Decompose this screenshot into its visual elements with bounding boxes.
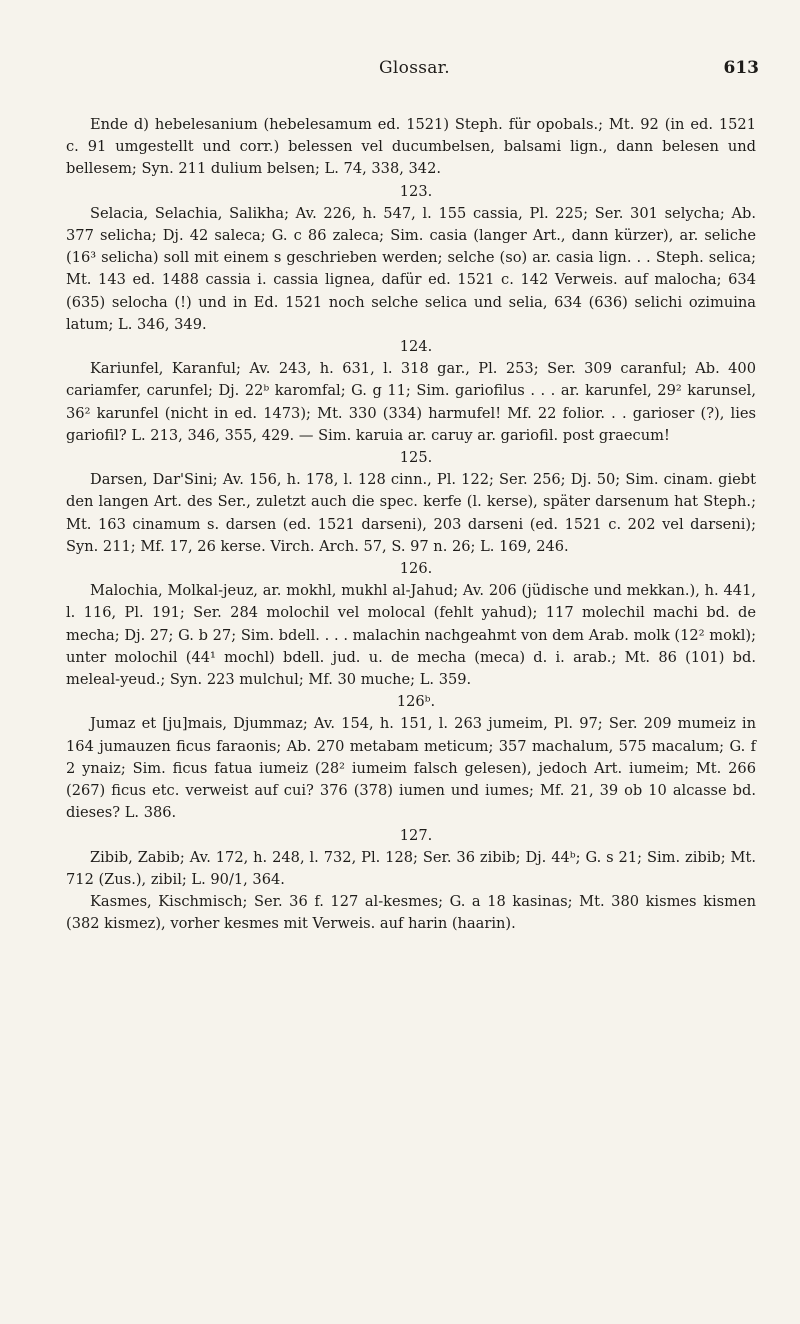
glossary-entry: [66, 203, 756, 336]
glossary-entry: [66, 469, 756, 558]
page-number: 613: [723, 58, 759, 78]
glossary-entry: [66, 358, 756, 447]
glossary-entry: [66, 713, 756, 824]
page-header: [70, 58, 759, 88]
entry-text: Ende d) hebelesanium (hebelesamum ed. 1521) Steph. für opobals.; Mt. 92 (in ed. 1521 c. 91 umgestellt und corr.) belessen vel ducumbelsen, balsami lign., dann belesen und bellesem; Syn. 211 dulium belsen; L. 74, 338, 342.: [66, 116, 756, 178]
entry-text: Selacia, Selachia, Salikha; Av. 226, h. 547, l. 155 cassia, Pl. 225; Ser. 301 selycha; Ab. 377 selicha; Dj. 42 saleca; G. c 86 zaleca; Sim. casia (langer Art., dann kürzer), ar. seliche (16³ selicha) soll mit einem s geschrieben werden; selche (so) ar. casia lign. . . Steph. selica; Mt. 143 ed. 1488 cassia i. cassia lignea, dafür ed. 1521 c. 142 Verweis. auf malocha; 634 (635) selocha (!) und in Ed. 1521 noch selche selica und selia, 634 (636) selichi ozimuina latum; L. 346, 349.: [66, 204, 756, 333]
section-number: 126ᵇ.: [396, 693, 436, 711]
entry-text: Kariunfel, Karanful; Av. 243, h. 631, l. 318 gar., Pl. 253; Ser. 309 caranful; Ab. 400 cariamfer, carunfel; Dj. 22ᵇ karomfal; G. g 11; Sim. gariofilus . . . ar. karunfel, 29² karunsel, 36² karunfel (nicht in ed. 1473); Mt. 330 (334) harmufel! Mf. 22 folior. . . garioser (?), lies gariofil? L. 213, 346, 355, 429. — Sim. karuia ar. caruy ar. gariofil. post graecum!: [66, 360, 756, 444]
section-number: 127.: [399, 826, 433, 844]
glossary-entry: [66, 114, 756, 181]
section-number: 125.: [399, 449, 433, 467]
entry-text: Jumaz et [ju]mais, Djummaz; Av. 154, h. 151, l. 263 jumeim, Pl. 97; Ser. 209 mumeiz in 164 jumauzen ficus faraonis; Ab. 270 metabam meticum; 357 machalum, 575 macalum; G. f 2 ynaiz; Sim. ficus fatua iumeiz (28² iumeim falsch gelesen), jedoch Art. iumeim; Mt. 266 (267) ficus etc. verweist auf cui? 376 (378) iumen und iumes; Mf. 21, 39 ob 10 alcasse bd. dieses? L. 386.: [66, 715, 756, 822]
entry-text: Malochia, Molkal-jeuz, ar. mokhl, mukhl al-Jahud; Av. 206 (jüdische und mekkan.), h. 441, l. 116, Pl. 191; Ser. 284 molochil vel molocal (fehlt yahud); 117 molechil machi bd. de mecha; Dj. 27; G. b 27; Sim. bdell. . . . malachin nachgeahmt von dem Arab. molk (12² mokl); unter molochil (44¹ mochl) bdell. jud. u. de mecha (meca) d. i. arab.; Mt. 86 (101) bd. meleal-yeud.; Syn. 223 mulchul; Mf. 30 muche; L. 359.: [66, 582, 756, 689]
section-number: 124.: [399, 338, 433, 356]
glossary-entry: [66, 847, 756, 936]
entry-text: Zibib, Zabib; Av. 172, h. 248, l. 732, Pl. 128; Ser. 36 zibib; Dj. 44ᵇ; G. s 21; Sim. zibib; Mt. 712 (Zus.), zibil; L. 90/1, 364.: [66, 848, 756, 888]
section-number: 126.: [399, 560, 433, 578]
entry-text: Darsen, Dar'Sini; Av. 156, h. 178, l. 128 cinn., Pl. 122; Ser. 256; Dj. 50; Sim. cinam. giebt den langen Art. des Ser., zuletzt auch die spec. kerfe (l. kerse), später darsenum hat Steph.; Mt. 163 cinamum s. darsen (ed. 1521 darseni), 203 darseni (ed. 1521 c. 202 vel darseni); Syn. 211; Mf. 17, 26 kerse. Virch. Arch. 57, S. 97 n. 26; L. 169, 246.: [66, 471, 756, 555]
running-title: Glossar.: [379, 58, 450, 78]
glossary-body: [66, 114, 756, 936]
section-number: 123.: [399, 182, 433, 200]
entry-text: Kasmes, Kischmisch; Ser. 36 f. 127 al-kesmes; G. a 18 kasinas; Mt. 380 kismes kismen (382 kismez), vorher kesmes mit Verweis. auf harin (haarin).: [66, 893, 756, 933]
glossary-entry: [66, 580, 756, 691]
